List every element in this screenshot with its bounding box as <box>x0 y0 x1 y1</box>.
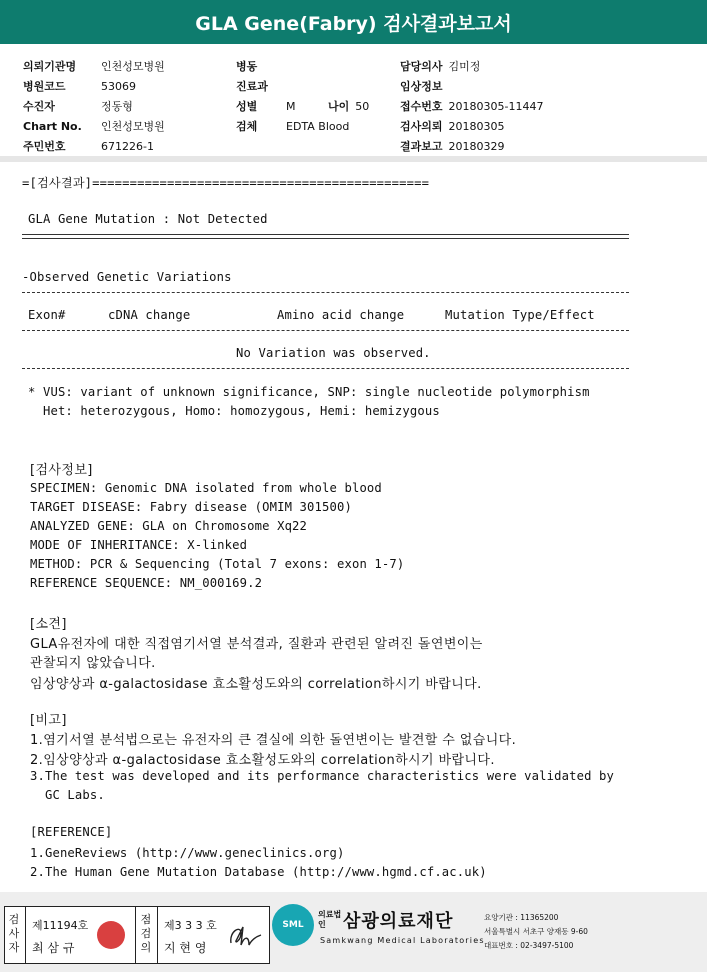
result-header-line: =[검사결과]============================================= <box>22 176 430 190</box>
findings-line: GLA유전자에 대한 직접염기서열 분석결과, 질환과 관련된 알려진 돌연변이는 <box>30 637 483 652</box>
inspector-label: 점검의 <box>140 913 152 954</box>
findings-line: 임상양상과 α-galactosidase 효소활성도와의 correlation하시기 바랍니다. <box>30 677 482 692</box>
examiner-seal <box>97 921 125 949</box>
no-variation-text: No Variation was observed. <box>236 346 431 360</box>
patient-header <box>0 44 707 156</box>
test-info-line: METHOD: PCR & Sequencing (Total 7 exons: exon 1-7) <box>30 557 405 571</box>
header-field: 수진자 정동형 <box>23 100 133 113</box>
header-field: 접수번호 20180305-11447 <box>400 100 544 113</box>
header-field: Chart No. 인천성모병원 <box>23 120 165 133</box>
mutation-result: GLA Gene Mutation : Not Detected <box>28 212 268 226</box>
findings-heading: [소견] <box>30 617 67 632</box>
test-info-heading: [검사정보] <box>30 463 93 478</box>
remarks-line: 3.The test was developed and its performance characteristics were validated by <box>30 769 615 783</box>
report-body <box>0 162 707 892</box>
header-field: 병동 <box>236 60 258 73</box>
test-info-line: MODE OF INHERITANCE: X-linked <box>30 538 248 552</box>
header-field: 성별 M <box>236 100 296 113</box>
header-field: 검체 EDTA Blood <box>236 120 350 133</box>
remarks-line: 1.염기서열 분석법으로는 유전자의 큰 결실에 의한 돌연변이는 발견할 수 없습니다. <box>30 733 517 748</box>
org-phone: 대표번호 : 02-3497-5100 <box>484 941 574 950</box>
remarks-heading: [비고] <box>30 713 67 728</box>
header-field: 진료과 <box>236 80 268 93</box>
header-field-age: 나이 50 <box>328 100 370 113</box>
reference-link[interactable]: 1.GeneReviews (http://www.geneclinics.org) <box>30 846 345 860</box>
findings-line: 관찰되지 않았습니다. <box>30 656 156 671</box>
table-header-amino: Amino acid change <box>277 308 405 322</box>
header-field: 병원코드 53069 <box>23 80 136 93</box>
header-field: 검사의뢰 20180305 <box>400 120 505 133</box>
double-divider <box>22 234 629 239</box>
test-info-line: ANALYZED GENE: GLA on Chromosome Xq22 <box>30 519 308 533</box>
table-header-exon: Exon# <box>28 308 66 322</box>
test-info-line: REFERENCE SEQUENCE: NM_000169.2 <box>30 576 263 590</box>
inspector-name: 지 현 영 <box>164 941 207 955</box>
header-field: 주민번호 671226-1 <box>23 140 154 153</box>
examiner-license-no: 제11194호 <box>32 919 89 932</box>
test-info-line: TARGET DISEASE: Fabry disease (OMIM 301500) <box>30 500 352 514</box>
header-field: 임상정보 <box>400 80 443 93</box>
header-field: 결과보고 20180329 <box>400 140 505 153</box>
footnote-line: Het: heterozygous, Homo: homozygous, Hemi: hemizygous <box>28 404 440 418</box>
dashed-divider <box>22 330 629 331</box>
table-header-mutation: Mutation Type/Effect <box>445 308 595 322</box>
dashed-divider <box>22 368 629 369</box>
dashed-divider <box>22 292 629 293</box>
table-header-cdna: cDNA change <box>108 308 191 322</box>
reference-heading: [REFERENCE] <box>30 825 113 839</box>
examiner-name: 최 삼 규 <box>32 941 75 955</box>
footnote-line: * VUS: variant of unknown significance, SNP: single nucleotide polymorphism <box>28 385 590 399</box>
header-field: 담당의사 김미정 <box>400 60 481 73</box>
org-address: 서울특별시 서초구 양재동 9-60 <box>484 927 588 936</box>
inspector-license-no: 제3 3 3 호 <box>164 919 217 932</box>
org-name: 삼광의료재단 <box>343 911 454 932</box>
examiner-label: 검사자 <box>8 913 20 954</box>
org-english-name: Samkwang Medical Laboratories <box>320 936 485 945</box>
remarks-line: GC Labs. <box>30 788 105 802</box>
org-code: 요양기관 : 11365200 <box>484 913 559 922</box>
reference-link[interactable]: 2.The Human Gene Mutation Database (http://www.hgmd.cf.ac.uk) <box>30 865 487 879</box>
report-title: GLA Gene(Fabry) 검사결과보고서 <box>0 0 707 44</box>
org-prefix: 의료법인 <box>318 910 342 929</box>
test-info-line: SPECIMEN: Genomic DNA isolated from whole blood <box>30 481 382 495</box>
remarks-line: 2.임상양상과 α-galactosidase 효소활성도와의 correlation하시기 바랍니다. <box>30 753 495 768</box>
signature-box <box>4 906 270 964</box>
observed-variations-title: -Observed Genetic Variations <box>22 270 232 284</box>
sml-logo-icon: SML <box>272 904 314 946</box>
inspector-signature <box>227 921 263 951</box>
header-field: 의뢰기관명 인천성모병원 <box>23 60 165 73</box>
